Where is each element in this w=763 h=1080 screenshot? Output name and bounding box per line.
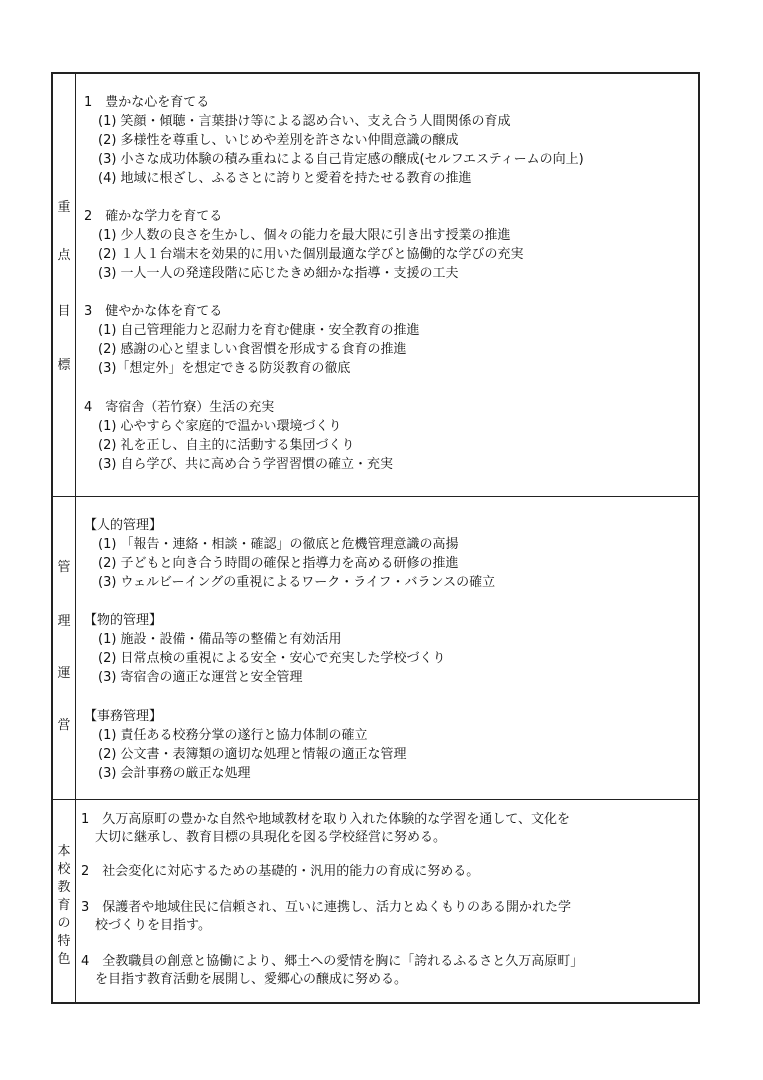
management-content [84, 497, 698, 799]
list-item: (1) 施設・設備・備品等の整備と有効活用 [98, 632, 342, 647]
label-char: 運 [57, 666, 71, 681]
school-policy-table [51, 72, 700, 1004]
section-title: 【人的管理】 [84, 518, 163, 533]
list-item: (3) 一人一人の発達段階に応じたきめ細かな指導・支援の工夫 [98, 266, 459, 281]
label-char: 校 [57, 862, 71, 877]
section-title: 2 確かな学力を育てる [84, 209, 223, 224]
section-title: 4 寄宿舎（若竹寮）生活の充実 [84, 400, 275, 415]
feature-paragraph-line: 2 社会変化に対応するための基礎的・汎用的能力の育成に努める。 [81, 864, 480, 879]
list-item: (3) 会計事務の厳正な処理 [98, 766, 251, 781]
label-char: 特 [57, 934, 71, 949]
label-char: 重 [57, 200, 71, 215]
list-item: (1) 心やすらぐ家庭的で温かい環境づくり [98, 419, 342, 434]
feature-paragraph-line: 校づくりを目指す。 [95, 918, 211, 933]
feature-paragraph-line: 大切に継承し、教育目標の具現化を図る学校経営に努める。 [95, 830, 447, 845]
label-char: 育 [57, 898, 71, 913]
management-row [53, 497, 698, 800]
section-title: 【物的管理】 [84, 613, 163, 628]
list-item: (3) ウェルビーイングの重視によるワーク・ライフ・バランスの確立 [98, 575, 496, 590]
feature-paragraph-line: 1 久万高原町の豊かな自然や地域教材を取り入れた体験的な学習を通して、文化を [81, 812, 571, 827]
label-char: 目 [57, 304, 71, 319]
section-title: 【事務管理】 [84, 709, 163, 724]
list-item: (1) 責任ある校務分掌の遂行と協力体制の確立 [98, 728, 368, 743]
list-item: (2) 公文書・表簿類の適切な処理と情報の適正な管理 [98, 747, 407, 762]
list-item: (1) 「報告・連絡・相談・確認」の徹底と危機管理意識の高揚 [98, 537, 459, 552]
label-char: 営 [57, 718, 71, 733]
features-label [53, 800, 76, 1002]
label-char: 標 [57, 358, 71, 373]
features-content [81, 800, 698, 1002]
list-item: (2) 日常点検の重視による安全・安心で充実した学校づくり [98, 651, 446, 666]
list-item: (2) １人１台端末を効果的に用いた個別最適な学びと協働的な学びの充実 [98, 247, 524, 262]
list-item: (1) 少人数の良さを生かし、個々の能力を最大限に引き出す授業の推進 [98, 228, 511, 243]
label-char: 理 [57, 614, 71, 629]
list-item: (2) 感謝の心と望ましい食習慣を形成する食育の推進 [98, 342, 407, 357]
management-label [53, 497, 76, 799]
feature-paragraph-line: を目指す教育活動を展開し、愛郷心の醸成に努める。 [95, 972, 408, 987]
list-item: (2) 多様性を尊重し、いじめや差別を許さない仲間意識の醸成 [98, 133, 459, 148]
focus-goals-row [53, 74, 698, 497]
features-row [53, 800, 698, 1002]
label-char: 点 [57, 248, 71, 263]
list-item: (3) 自ら学び、共に高め合う学習習慣の確立・充実 [98, 457, 394, 472]
list-item: (3)「想定外」を想定できる防災教育の徹底 [98, 361, 351, 376]
label-char: 本 [57, 844, 71, 859]
list-item: (3) 小さな成功体験の積み重ねによる自己肯定感の醸成(セルフエスティームの向上) [98, 152, 584, 167]
section-title: 1 豊かな心を育てる [84, 95, 210, 110]
list-item: (1) 笑顔・傾聴・言葉掛け等による認め合い、支え合う人間関係の育成 [98, 114, 511, 129]
list-item: (1) 自己管理能力と忍耐力を育む健康・安全教育の推進 [98, 323, 420, 338]
label-char: 教 [57, 880, 71, 895]
feature-paragraph-line: 4 全教職員の創意と協働により、郷土への愛情を胸に「誇れるふるさと久万高原町」 [81, 954, 584, 969]
section-title: 3 健やかな体を育てる [84, 304, 223, 319]
label-char: 管 [57, 560, 71, 575]
label-char: の [57, 916, 71, 931]
list-item: (3) 寄宿舎の適正な運営と安全管理 [98, 670, 303, 685]
list-item: (2) 子どもと向き合う時間の確保と指導力を高める研修の推進 [98, 556, 459, 571]
label-char: 色 [57, 952, 71, 967]
feature-paragraph-line: 3 保護者や地域住民に信頼され、互いに連携し、活力とぬくもりのある開かれた学 [81, 900, 572, 915]
list-item: (2) 礼を正し、自主的に活動する集団づくり [98, 438, 355, 453]
focus-goals-label [53, 74, 76, 496]
list-item: (4) 地域に根ざし、ふるさとに誇りと愛着を持たせる教育の推進 [98, 171, 472, 186]
focus-goals-content [84, 74, 698, 496]
